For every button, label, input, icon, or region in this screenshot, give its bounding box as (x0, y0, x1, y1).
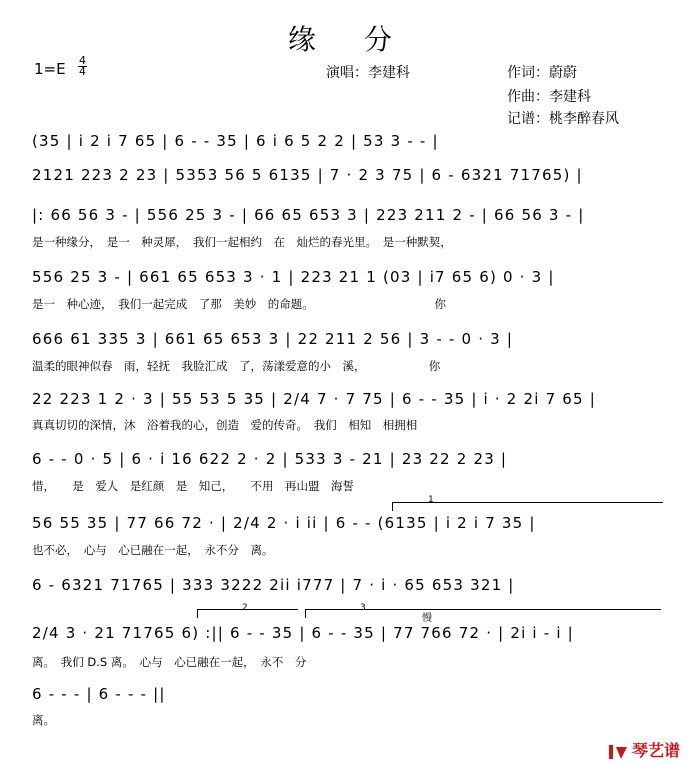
volta-3-number: 3 (360, 603, 366, 613)
score-row-2-notes: 2121 223 2 23 | 5353 56 5 6135 | 7 · 2 3 75 | 6 - 6321 71765) | (32, 166, 583, 184)
score-row-7-lyrics: 惜， 是 爱人 是红颜 是 知己， 不用 再山盟 海誓 (32, 479, 354, 493)
score-row-3-lyrics: 是一种缘分， 是一 种灵犀， 我们一起相约 在 灿烂的春光里。 是一种默契， (32, 235, 452, 249)
score-row-6-notes: 22 223 1 2 · 3 | 55 53 5 35 | 2/4 7 · 7 75 | 6 - - 35 | i · 2 2i 7 65 | (32, 390, 597, 408)
score-row-5-notes: 666 61 335 3 | 661 65 653 3 | 22 211 2 56 | 3 - - 0 · 3 | (32, 330, 514, 348)
score-row-10-lyrics: 离。 我们 D.S 离。 心与 心已融在一起， 永不 分 (32, 655, 307, 669)
composer-credit: 作曲：李建科 (507, 89, 591, 105)
transcriber-credit: 记谱：桃李醉春风 (507, 111, 619, 127)
time-signature (78, 56, 87, 77)
score-row-4-notes: 556 25 3 - | 661 65 653 3 · 1 | 223 21 1 (03 | i7 65 6) 0 · 3 | (32, 268, 555, 286)
score-row-9-notes: 6 - 6321 71765 | 333 3222 2ii i777 | 7 · i · 65 653 321 | (32, 576, 515, 594)
score-row-5-lyrics: 温柔的眼神似春 雨，轻抚 我脸汇成 了，荡漾爱意的小 溪， 你 (32, 359, 441, 373)
brand-logo-icon (607, 743, 629, 761)
score-row-3-notes: |: 66 56 3 - | 556 25 3 - | 66 65 653 3 | 223 211 2 - | 66 56 3 - | (32, 206, 585, 224)
score-row-11-lyrics: 离。 (32, 713, 55, 727)
key-signature: 1=E (34, 60, 66, 78)
score-row-6-lyrics: 真真切切的深情，沐 浴着我的心，创造 爱的传奇。 我们 相知 相拥相 (32, 418, 418, 432)
singer-credit: 演唱：李建科 (326, 65, 410, 81)
brand-logo (607, 738, 680, 761)
song-title: 缘 分 (287, 23, 402, 56)
time-signature-bottom: 4 (79, 65, 86, 78)
lyricist-credit: 作词：蔚蔚 (507, 65, 577, 81)
volta-2-number: 2 (242, 603, 248, 613)
score-row-4-lyrics: 是一 种心迹， 我们一起完成 了那 美妙 的命题。 你 (32, 297, 446, 311)
time-signature-top: 4 (79, 54, 86, 67)
score-row-1-notes: (35 | i 2 i 7 65 | 6 - - 35 | 6 i 6 5 2 2 | 53 3 - - | (32, 132, 439, 150)
brand-name: 琴艺谱 (631, 741, 680, 760)
score-row-10-notes: 2/4 3 · 21 71765 6) :|| 6 - - 35 | 6 - - 35 | 77 766 72 · | 2i i - i | (32, 624, 574, 642)
volta-3-bracket (305, 609, 661, 618)
score-row-8-lyrics: 也不必， 心与 心已融在一起， 永不分 离。 (32, 543, 274, 557)
score-row-7-notes: 6 - - 0 · 5 | 6 · i 16 622 2 · 2 | 533 3 - 21 | 23 22 2 23 | (32, 450, 508, 468)
volta-1-number: 1 (428, 495, 434, 505)
tempo-mark: 慢 (422, 613, 432, 624)
score-row-8-notes: 56 55 35 | 77 66 72 · | 2/4 2 · i ii | 6 - - (6135 | i 2 i 7 35 | (32, 514, 536, 532)
score-row-11-notes: 6 - - - | 6 - - - || (32, 685, 166, 703)
